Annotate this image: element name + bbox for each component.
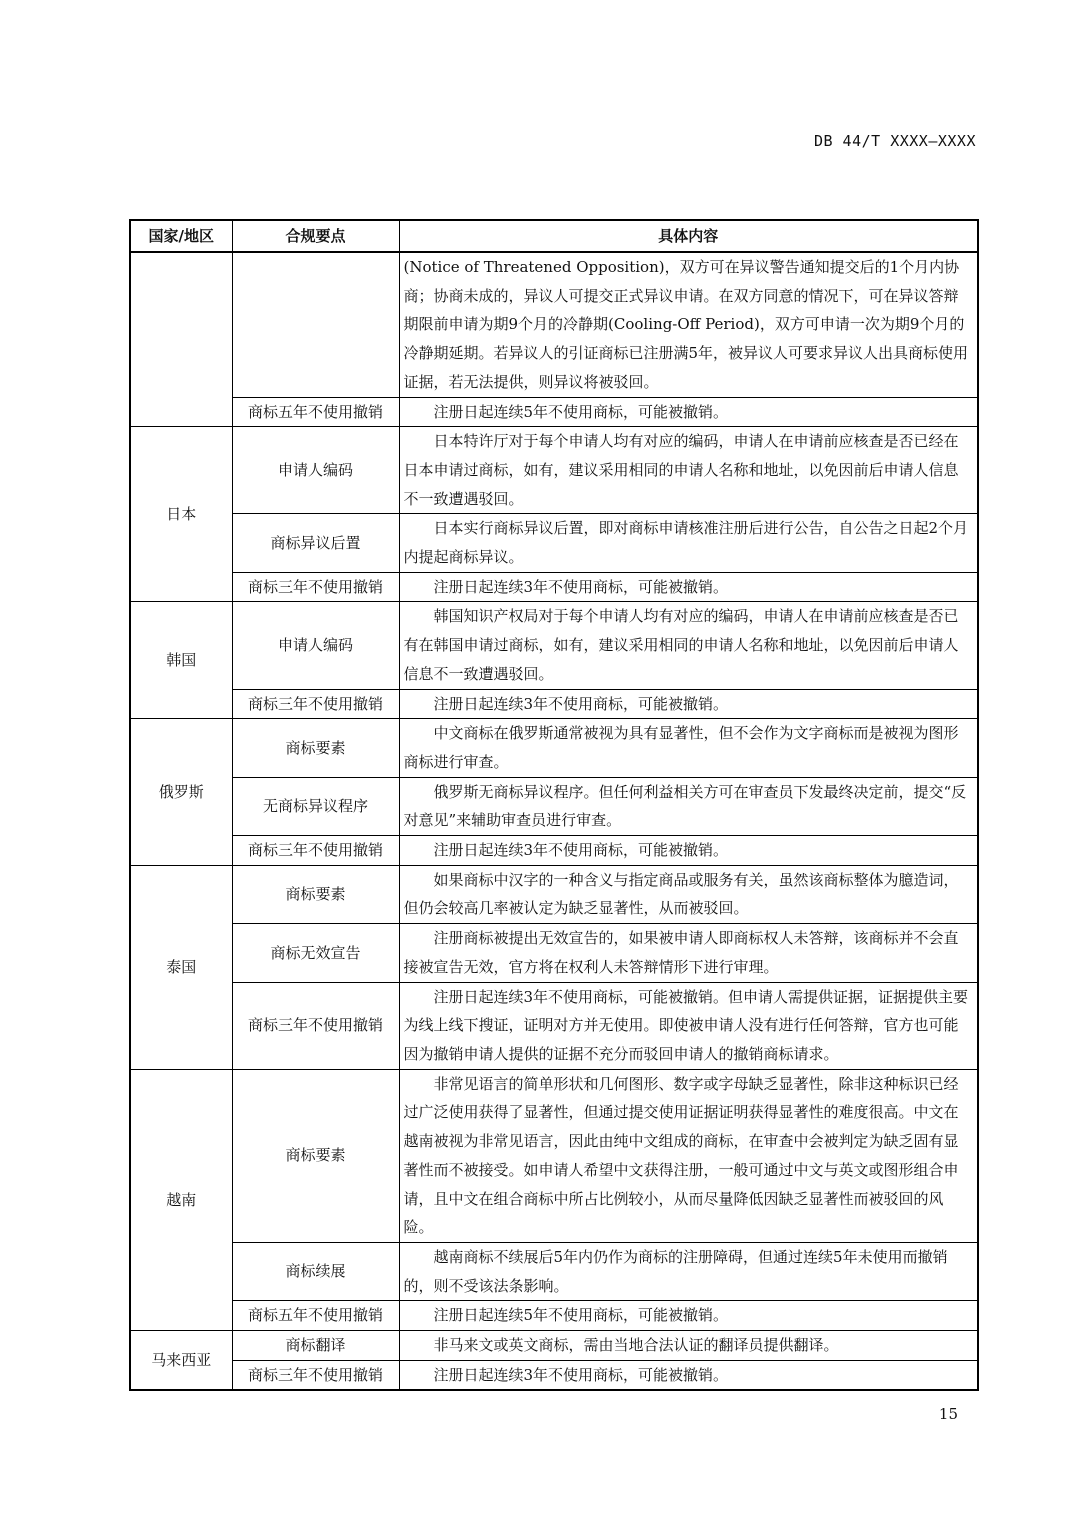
content-cell (399, 836, 978, 866)
header-point: 合规要点 (232, 220, 399, 252)
table-row (130, 397, 978, 427)
point-cell (232, 252, 399, 397)
point-cell: 商标翻译 (232, 1331, 399, 1361)
point-cell: 商标要素 (232, 1069, 399, 1242)
point-cell: 商标三年不使用撤销 (232, 836, 399, 866)
point-cell: 商标续展 (232, 1242, 399, 1300)
content-text: 如果商标中汉字的一种含义与指定商品或服务有关，虽然该商标整体为臆造词，但仍会较高几率被认定为缺乏显著性，从而被驳回。 (403, 870, 959, 918)
table-row (130, 719, 978, 777)
region-cell: 日本 (130, 427, 232, 602)
content-text: 注册日起连续3年不使用商标，可能被撤销。 (433, 841, 729, 860)
content-cell (399, 1331, 978, 1361)
table-row (130, 1069, 978, 1242)
table-row (130, 602, 978, 689)
compliance-table (129, 219, 979, 1391)
content-cell (399, 427, 978, 514)
table-row (130, 982, 978, 1069)
content-text: 非常见语言的简单形状和几何图形、数字或字母缺乏显著性，除非这种标识已经过广泛使用获得了显著性，但通过提交使用证据证明获得显著性的难度很高。中文在越南被视为非常见语言，因此由纯中文组成的商标，在审查中会被判定为缺乏固有显著性而不被接受。如申请人希望中文获得注册，一般可通过中文与英文或图形组合申请，且中文在组合商标中所占比例较小，从而尽量降低因缺乏显著性而被驳回的风险。 (403, 1074, 959, 1237)
table-row (130, 777, 978, 835)
region-cell (130, 252, 232, 427)
content-cell (399, 719, 978, 777)
content-cell (399, 777, 978, 835)
content-text: 注册日起连续3年不使用商标，可能被撤销。 (433, 1365, 729, 1384)
point-cell: 商标三年不使用撤销 (232, 1360, 399, 1390)
region-cell: 马来西亚 (130, 1331, 232, 1391)
content-text: 韩国知识产权局对于每个申请人均有对应的编码，申请人在申请前应核查是否已有在韩国申请过商标，如有，建议采用相同的申请人名称和地址，以免因前后申请人信息不一致遭遇驳回。 (403, 607, 959, 683)
region-cell: 越南 (130, 1069, 232, 1330)
content-cell (399, 1301, 978, 1331)
table-row (130, 689, 978, 719)
content-cell (399, 1360, 978, 1390)
point-cell: 商标异议后置 (232, 514, 399, 572)
content-cell (399, 924, 978, 982)
table-row (130, 514, 978, 572)
table-row (130, 1242, 978, 1300)
content-cell (399, 1069, 978, 1242)
table-row (130, 252, 978, 397)
content-text: 日本特许厅对于每个申请人均有对应的编码，申请人在申请前应核查是否已经在日本申请过商标，如有，建议采用相同的申请人名称和地址，以免因前后申请人信息不一致遭遇驳回。 (403, 432, 959, 508)
content-text: 越南商标不续展后5年内仍作为商标的注册障碍，但通过连续5年未使用而撤销的，则不受该法条影响。 (403, 1247, 948, 1295)
region-cell: 韩国 (130, 602, 232, 719)
table-row (130, 865, 978, 923)
table-row (130, 1360, 978, 1390)
point-cell: 商标五年不使用撤销 (232, 397, 399, 427)
point-cell: 商标要素 (232, 719, 399, 777)
content-cell (399, 572, 978, 602)
content-text: 注册日起连续3年不使用商标，可能被撤销。 (433, 694, 729, 713)
table-row (130, 1331, 978, 1361)
content-cell (399, 514, 978, 572)
page-number: 15 (938, 1405, 958, 1423)
table-row (130, 427, 978, 514)
point-cell: 申请人编码 (232, 427, 399, 514)
content-cell (399, 397, 978, 427)
content-text: 注册日起连续5年不使用商标，可能被撤销。 (433, 1306, 729, 1325)
content-text: 注册商标被提出无效宣告的，如果被申请人即商标权人未答辩，该商标并不会直接被宣告无效，官方将在权利人未答辩情形下进行审理。 (403, 929, 959, 976)
content-cell (399, 689, 978, 719)
table-row (130, 836, 978, 866)
point-cell: 商标三年不使用撤销 (232, 689, 399, 719)
table-row (130, 572, 978, 602)
content-cell (399, 252, 978, 397)
point-cell: 申请人编码 (232, 602, 399, 689)
region-cell: 俄罗斯 (130, 719, 232, 866)
point-cell: 商标三年不使用撤销 (232, 982, 399, 1069)
point-cell: 商标三年不使用撤销 (232, 572, 399, 602)
content-cell (399, 982, 978, 1069)
point-cell: 商标要素 (232, 865, 399, 923)
content-text: 中文商标在俄罗斯通常被视为具有显著性，但不会作为文字商标而是被视为图形商标进行审查。 (403, 724, 959, 771)
content-text: 注册日起连续3年不使用商标，可能被撤销。 (433, 577, 729, 596)
content-text: 日本实行商标异议后置，即对商标申请核准注册后进行公告，自公告之日起2个月内提起商标异议。 (403, 519, 969, 567)
point-cell: 无商标异议程序 (232, 777, 399, 835)
table-row (130, 1301, 978, 1331)
document-code: DB 44/T XXXX—XXXX (813, 132, 976, 150)
region-cell: 泰国 (130, 865, 232, 1069)
table-header-row (130, 220, 978, 252)
point-cell: 商标五年不使用撤销 (232, 1301, 399, 1331)
point-cell: 商标无效宣告 (232, 924, 399, 982)
header-region: 国家/地区 (130, 220, 232, 252)
content-text: (Notice of Threatened Opposition)，双方可在异议警告通知提交后的1个月内协商；协商未成的，异议人可提交正式异议申请。在双方同意的情况下，可在异议答辩期限前申请为期9个月的冷静期(Cooling-Off Period)，双方可申请一次为期9个月的冷静期延期。若异议人的引证商标已注册满5年，被异议人可要求异议人出具商标使用证据，若无法提供，则异议将被驳回。 (403, 258, 969, 391)
content-cell (399, 602, 978, 689)
content-cell (399, 1242, 978, 1300)
table-row (130, 924, 978, 982)
content-text: 俄罗斯无商标异议程序。但任何利益相关方可在审查员下发最终决定前，提交“反对意见”来辅助审查员进行审查。 (403, 782, 967, 830)
header-content: 具体内容 (399, 220, 978, 252)
content-text: 非马来文或英文商标，需由当地合法认证的翻译员提供翻译。 (433, 1336, 839, 1355)
content-cell (399, 865, 978, 923)
content-text: 注册日起连续3年不使用商标，可能被撤销。但申请人需提供证据，证据提供主要为线上线下搜证，证明对方并无使用。即使被申请人没有进行任何答辩，官方也可能因为撤销申请人提供的证据不充分而驳回申请人的撤销商标请求。 (403, 987, 969, 1063)
content-text: 注册日起连续5年不使用商标，可能被撤销。 (433, 402, 729, 421)
